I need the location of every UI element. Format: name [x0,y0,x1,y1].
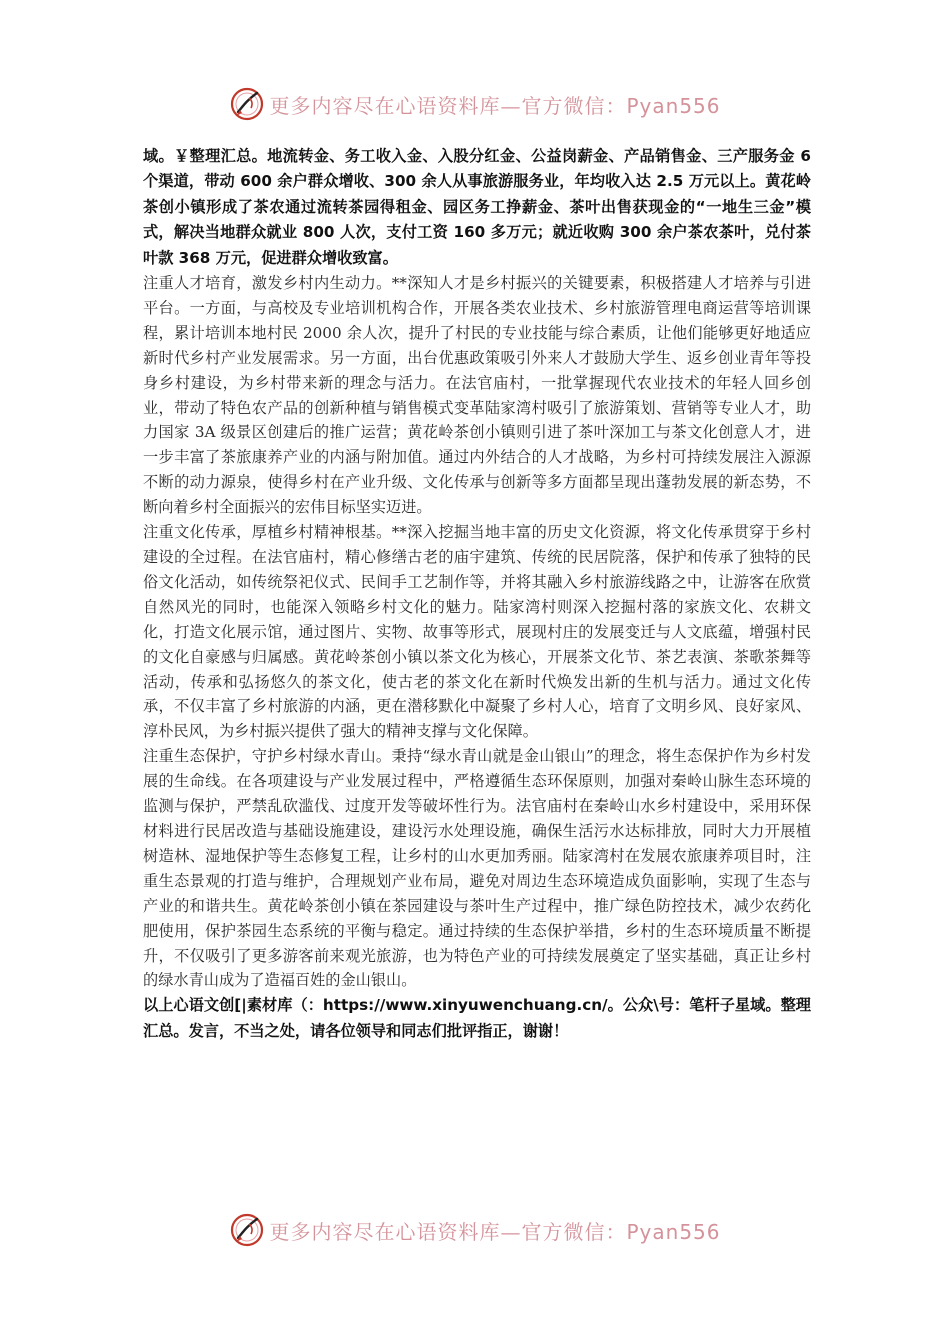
footer-banner [0,1210,950,1250]
header-banner [0,84,950,124]
banner-text-cn: 更多内容尽在心语资料库—官方微信： [269,1219,627,1244]
banner-text-cn: 更多内容尽在心语资料库—官方微信： [269,93,627,118]
paragraph-talent-cultivation: 注重人才培育，激发乡村内生动力。**深知人才是乡村振兴的关键要素，积极搭建人才培养与引进平台。一方面，与高校及专业培训机构合作，开展各类农业技术、乡村旅游管理电商运营等培训课程，累计培训本地村民 2000 余人次，提升了村民的专业技能与综合素质，让他们能够更好地适应新时代乡村产业发展需求。另一方面，出台优惠政策吸引外来人才鼓励大学生、返乡创业青年等投身乡村建设，为乡村带来新的理念与活力。在法官庙村，一批掌握现代农业技术的年轻人回乡创业，带动了特色农产品的创新种植与销售模式变革陆家湾村吸引了旅游策划、营销等专业人才，助力国家 3A 级景区创建后的推广运营；黄花岭茶创小镇则引进了茶叶深加工与茶文化创意人才，进一步丰富了茶旅康养产业的内涵与附加值。通过内外结合的人才战略，为乡村可持续发展注入源源不断的动力源泉，使得乡村在产业升级、文化传承与创新等多方面都呈现出蓬勃发展的新态势，不断向着乡村全面振兴的宏伟目标坚实迈进。 [143,274,811,517]
paragraph-culture-heritage: 注重文化传承，厚植乡村精神根基。**深入挖掘当地丰富的历史文化资源，将文化传承贯穿于乡村建设的全过程。在法官庙村，精心修缮古老的庙宇建筑、传统的民居院落，保护和传承了独特的民俗文化活动，如传统祭祀仪式、民间手工艺制作等，并将其融入乡村旅游线路之中，让游客在欣赏自然风光的同时，也能深入领略乡村文化的魅力。陆家湾村则深入挖掘村落的家族文化、农耕文化，打造文化展示馆，通过图片、实物、故事等形式，展现村庄的发展变迁与人文底蕴，增强村民的文化自豪感与归属感。黄花岭茶创小镇以茶文化为核心，开展茶文化节、茶艺表演、茶歌茶舞等活动，传承和弘扬悠久的茶文化，使古老的茶文化在新时代焕发出新的生机与活力。通过文化传承，不仅丰富了乡村旅游的内涵，更在潜移默化中凝聚了乡村人心，培育了文明乡风、良好家风、淳朴民风，为乡村振兴提供了强大的精神支撑与文化保障。 [143,523,811,741]
paragraph-ecology-protection: 注重生态保护，守护乡村绿水青山。秉持“绿水青山就是金山银山”的理念，将生态保护作为乡村发展的生命线。在各项建设与产业发展过程中，严格遵循生态环保原则，加强对秦岭山脉生态环境的监测与保护，严禁乱砍滥伐、过度开发等破坏性行为。法官庙村在秦岭山水乡村建设中，采用环保材料进行民居改造与基础设施建设，建设污水处理设施，确保生活污水达标排放，同时大力开展植树造林、湿地保护等生态修复工程，让乡村的山水更加秀丽。陆家湾村在发展农旅康养项目时，注重生态景观的打造与维护，合理规划产业布局，避免对周边生态环境造成负面影响，实现了生态与产业的和谐共生。黄花岭茶创小镇在茶园建设与茶叶生产过程中，推广绿色防控技术，减少农药化肥使用，保护茶园生态系统的平衡与稳定。通过持续的生态保护举措，乡村的生态环境质量不断提升，不仅吸引了更多游客前来观光旅游，也为特色产业的可持续发展奠定了坚实基础，真正让乡村的绿水青山成为了造福百姓的金山银山。 [143,747,811,990]
banner-text-latin: Pyan556 [626,1219,721,1244]
banner-text-latin: Pyan556 [626,93,721,118]
paragraph-closing-remarks: 以上心语文创[|素材库（：https://www.xinyuwenchuang.cn/。公众\号：笔杆子星域。整理汇总。发言，不当之处，请各位领导和同志们批评指正，谢谢！ [143,996,811,1040]
logo-icon [229,86,265,122]
document-body [143,144,811,1044]
banner-text [269,90,720,119]
paragraph-income-summary: 域。￥整理汇总。地流转金、务工收入金、入股分红金、公益岗薪金、产品销售金、三产服务金 6 个渠道，带动 600 余户群众增收、300 余人从事旅游服务业，年均收入达 2.5 万元以上。黄花岭茶创小镇形成了茶农通过流转茶园得租金、园区务工挣薪金、茶叶出售获现金的“一地生三金”模式，解决当地群众就业 800 人次，支付工资 160 多万元；就近收购 300 余户茶农茶叶，兑付茶叶款 368 万元，促进群众增收致富。 [143,147,811,267]
logo-icon [229,1212,265,1248]
banner-text [269,1216,720,1245]
